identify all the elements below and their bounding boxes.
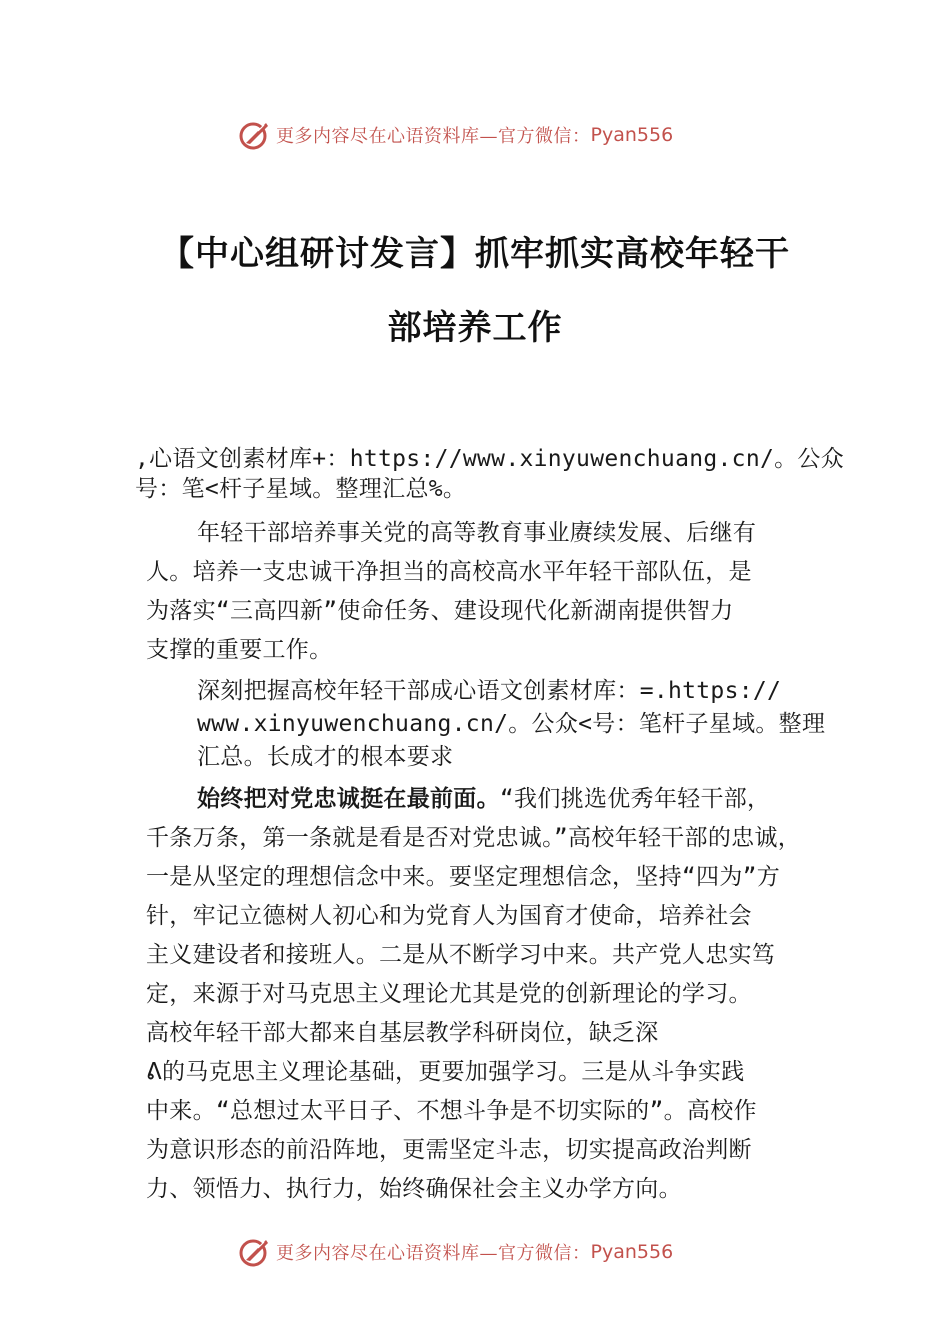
source-note-line-1: ,心语文创素材库+：https://www.xinyuwenchuang.cn/。公众 — [135, 446, 845, 472]
section-heading-line-2: www.xinyuwenchuang.cn/。公众<号：笔杆子星域。整理 — [197, 711, 826, 737]
watermark-wechat-id: Pyan556 — [590, 1241, 674, 1263]
paragraph-2-line-1-rest: “我们挑选优秀年轻干部， — [499, 786, 771, 812]
paragraph-1-line-2: 人。培养一支忠诚干净担当的高校高水平年轻干部队伍，是 — [146, 559, 752, 585]
paragraph-2-line-3: 一是从坚定的理想信念中来。要坚定理想信念，坚持“四为”方 — [146, 864, 781, 890]
section-heading-line-1: 深刻把握高校年轻干部成心语文创素材库：=.https:// — [197, 678, 782, 704]
paragraph-2-line-4: 针，牢记立德树人初心和为党育人为国育才使命，培养社会 — [146, 903, 752, 929]
paragraph-2-line-5: 主义建设者和接班人。二是从不断学习中来。共产党人忠实笃 — [146, 942, 776, 968]
watermark-text: 更多内容尽在心语资料库—官方微信： — [276, 126, 591, 147]
watermark-banner-bottom — [236, 1232, 756, 1272]
paragraph-2-lead: 始终把对党忠诚挺在最前面。 — [197, 786, 500, 812]
quill-logo-icon — [236, 1234, 272, 1270]
document-title-line-2: 部培养工作 — [387, 308, 563, 348]
paragraph-2-line-11: 力、领悟力、执行力，始终确保社会主义办学方向。 — [146, 1176, 682, 1202]
paragraph-1-line-1: 年轻干部培养事关党的高等教育事业赓续发展、后继有 — [197, 520, 757, 546]
document-title-line-1: 【中心组研讨发言】抓牢抓实高校年轻干 — [160, 234, 790, 274]
paragraph-2-line-2: 千条万条，第一条就是看是否对党忠诚。”高校年轻干部的忠诚， — [146, 825, 802, 851]
paragraph-2-line-6: 定，来源于对马克思主义理论尤其是党的创新理论的学习。 — [146, 981, 752, 1007]
paragraph-2-line-7: 高校年轻干部大都来自基层教学科研岗位，缺乏深 — [146, 1020, 659, 1046]
paragraph-2-line-10: 为意识形态的前沿阵地，更需坚定斗志，切实提高政治判断 — [146, 1137, 752, 1163]
paragraph-2-line-8: ᕕ的马克思主义理论基础，更要加强学习。三是从斗争实践 — [146, 1059, 745, 1085]
paragraph-1-line-4: 支撑的重要工作。 — [146, 637, 333, 663]
paragraph-1-line-3: 为落实“三高四新”使命任务、建设现代化新湖南提供智力 — [146, 598, 734, 624]
watermark-wechat-id: Pyan556 — [590, 124, 674, 146]
paragraph-2-line-1 — [197, 780, 770, 813]
source-note-line-2: 号：笔<杆子星域。整理汇总%。 — [135, 476, 467, 502]
paragraph-2-line-9: 中来。“总想过太平日子、不想斗争是不切实际的”。高校作 — [146, 1098, 757, 1124]
quill-logo-icon — [236, 117, 272, 153]
watermark-text: 更多内容尽在心语资料库—官方微信： — [276, 1243, 591, 1264]
watermark-banner-top — [236, 115, 756, 155]
section-heading-line-3: 汇总。长成才的根本要求 — [197, 744, 454, 770]
